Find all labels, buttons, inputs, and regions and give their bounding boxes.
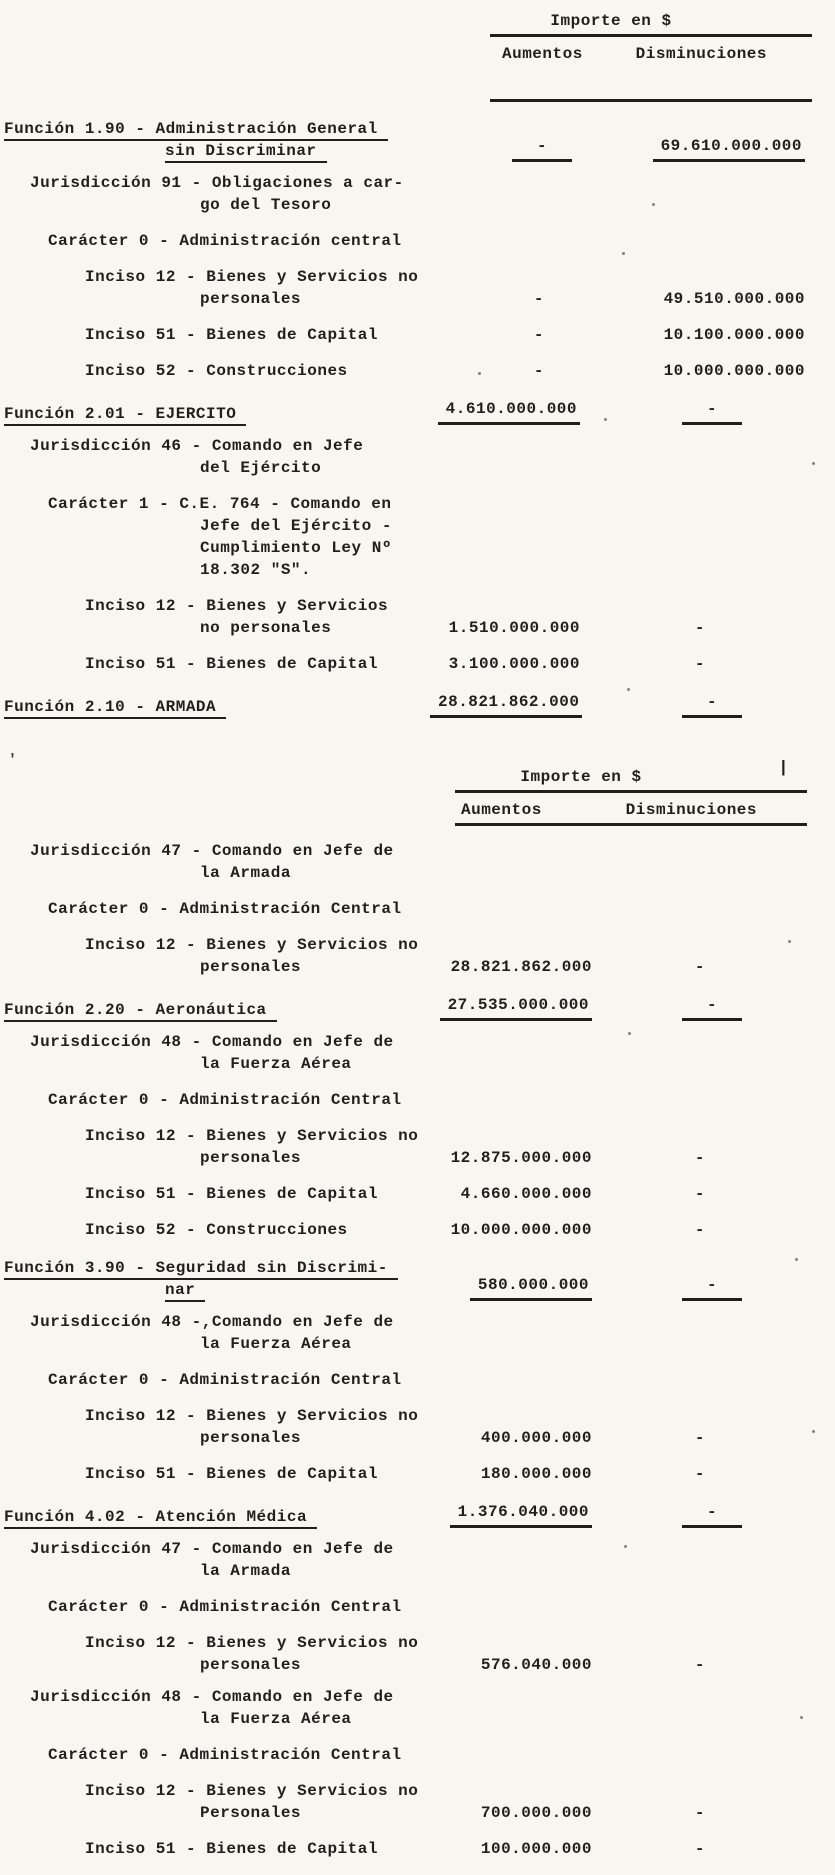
row-label [0,840,430,884]
row-label [0,1369,430,1391]
row-label-line: Inciso 12 - Bienes y Servicios no [85,1407,419,1425]
scan-stray-bar: | [778,759,789,778]
disminuciones-value: - [694,1465,705,1483]
row-label [0,1183,430,1205]
disminuciones-value: 69.610.000.000 [580,135,805,162]
scan-speckle [788,940,791,943]
table-row-inciso [0,1780,835,1824]
row-label-line: Inciso 51 - Bienes de Capital [85,326,378,344]
table-row-inciso [0,1183,835,1205]
row-label-line: Jurisdicción 48 - Comando en Jefe de [30,1033,394,1051]
row-label-line: Inciso 12 - Bienes y Servicios no [85,936,419,954]
row-label [0,1686,430,1730]
row-label [0,230,430,252]
table-row-caracter [0,1596,835,1618]
scan-speckle [795,1258,798,1261]
scan-speckle [812,462,815,465]
row-label-line: Jurisdicción 47 - Comando en Jefe de [30,842,394,860]
row-label [0,934,430,978]
row-label [0,653,430,675]
importe-title-2 [455,766,807,793]
row-label [0,1031,430,1075]
disminuciones-value: - [694,1429,705,1447]
row-label [0,118,430,162]
table-row-jurisdiccion [0,435,835,479]
row-label-line: go del Tesoro [200,196,332,214]
disminuciones-value: - [694,619,705,637]
row-label [0,1538,430,1582]
row-label-line: Carácter 1 - C.E. 764 - Comando en [48,495,392,513]
row-label-line: Carácter 0 - Administración Central [48,1598,402,1616]
header-rule-1 [490,99,812,102]
aumentos-value: - [533,362,544,380]
row-label-line: Inciso 12 - Bienes y Servicios [85,597,389,615]
row-label-line: Función 4.02 - Atención Médica [0,1506,430,1528]
table-row-inciso [0,934,835,978]
disminuciones-value: 10.100.000.000 [663,326,805,344]
row-label [0,595,430,639]
row-label [0,1219,430,1241]
scan-stray-apostrophe: ' [8,752,18,769]
row-label-line: la Armada [200,1562,291,1580]
table-row-inciso [0,1219,835,1241]
table-row-caracter [0,898,835,920]
row-label-line: sin Discriminar [0,140,430,162]
row-label-line: Jurisdicción 48 - Comando en Jefe de [30,1688,394,1706]
row-label [0,360,430,382]
aumentos-value: 400.000.000 [480,1429,592,1447]
row-label-line: personales [200,290,302,308]
row-label-line: Inciso 51 - Bienes de Capital [85,655,378,673]
row-label [0,999,430,1021]
scan-speckle [604,418,607,421]
row-label [0,1596,430,1618]
disminuciones-value: - [592,1274,805,1301]
table-row-caracter [0,230,835,252]
row-label-line: Función 3.90 - Seguridad sin Discrimi- [0,1257,430,1279]
row-label [0,493,430,581]
table-row-inciso [0,1125,835,1169]
table-row-inciso [0,1838,835,1860]
row-label-line: Carácter 0 - Administración Central [48,1091,402,1109]
row-label-line: Personales [200,1804,302,1822]
disminuciones-value: 10.000.000.000 [663,362,805,380]
row-label [0,1089,430,1111]
row-label-line: Inciso 51 - Bienes de Capital [85,1185,378,1203]
row-label [0,435,430,479]
row-label-line: Inciso 12 - Bienes y Servicios no [85,1634,419,1652]
disminuciones-value: - [580,398,805,425]
disminuciones-value: - [694,1656,705,1674]
row-label-line: Inciso 12 - Bienes y Servicios no [85,1782,419,1800]
table-row-funcion [0,994,835,1021]
aumentos-value: 580.000.000 [430,1274,592,1301]
table-row-jurisdiccion [0,1538,835,1582]
disminuciones-value: - [694,1221,705,1239]
row-label-line: Carácter 0 - Administración Central [48,1746,402,1764]
row-label-line: la Fuerza Aérea [200,1710,352,1728]
table-row-jurisdiccion [0,1311,835,1355]
table-row-inciso [0,653,835,675]
scan-speckle [628,1032,631,1035]
row-label-line: Jurisdicción 47 - Comando en Jefe de [30,1540,394,1558]
table-row-jurisdiccion [0,840,835,884]
table-row-caracter [0,1744,835,1766]
row-label-line: del Ejército [200,459,322,477]
table-row-funcion [0,1501,835,1528]
table-row-inciso [0,360,835,382]
row-label-line: personales [200,1656,302,1674]
table-row-funcion [0,398,835,425]
table-row-inciso [0,324,835,346]
row-label-line: Función 2.20 - Aeronáutica [0,999,430,1021]
table-row-inciso [0,266,835,310]
aumentos-value: 3.100.000.000 [448,655,580,673]
table-section-1 [0,118,835,718]
disminuciones-value: - [592,994,805,1021]
amount-table-header-1 [490,0,812,102]
scan-speckle [478,372,481,375]
row-label [0,1257,430,1301]
disminuciones-value: - [694,1149,705,1167]
table-row-funcion [0,1257,835,1301]
row-label-line: Función 2.10 - ARMADA [0,696,430,718]
aumentos-value: 180.000.000 [480,1465,592,1483]
scan-speckle [622,252,625,255]
aumentos-value: 1.510.000.000 [448,619,580,637]
column-headers-1 [490,37,812,65]
row-label [0,1125,430,1169]
disminuciones-value: - [592,1501,805,1528]
col-header-disminuciones-2: Disminuciones [625,801,757,819]
table-row-inciso [0,1405,835,1449]
row-label [0,1506,430,1528]
aumentos-value: 100.000.000 [480,1840,592,1858]
row-label [0,324,430,346]
row-label-line: Cumplimiento Ley Nº [200,539,392,557]
scan-speckle [652,203,655,206]
scan-speckle [800,1716,803,1719]
row-label [0,1311,430,1355]
row-label [0,1838,430,1860]
col-header-disminuciones-1: Disminuciones [635,45,767,63]
aumentos-value: 28.821.862.000 [450,958,592,976]
table-row-inciso [0,595,835,639]
row-label-line: Inciso 12 - Bienes y Servicios no [85,268,419,286]
row-label [0,1405,430,1449]
table-row-caracter [0,493,835,581]
disminuciones-value: - [580,691,805,718]
scan-speckle [812,1430,815,1433]
row-label-line: la Fuerza Aérea [200,1335,352,1353]
row-label-line: Inciso 52 - Construcciones [85,362,348,380]
table-row-funcion [0,118,835,162]
row-label [0,172,430,216]
row-label [0,1463,430,1485]
row-label-line: Carácter 0 - Administración central [48,232,402,250]
row-label-line: personales [200,1429,302,1447]
aumentos-value: 576.040.000 [480,1656,592,1674]
column-headers-2 [455,793,807,826]
row-label-line: la Armada [200,864,291,882]
aumentos-value: 1.376.040.000 [430,1501,592,1528]
row-label-line: 18.302 "S". [200,561,312,579]
table-row-inciso [0,1632,835,1676]
table-row-inciso [0,1463,835,1485]
aumentos-value: - [533,326,544,344]
row-label-line: la Fuerza Aérea [200,1055,352,1073]
row-label-line: Inciso 51 - Bienes de Capital [85,1465,378,1483]
disminuciones-value: - [694,1185,705,1203]
row-label-line: Carácter 0 - Administración Central [48,900,402,918]
aumentos-value: 10.000.000.000 [450,1221,592,1239]
row-label-line: Jurisdicción 48 -,Comando en Jefe de [30,1313,394,1331]
row-label-line: personales [200,1149,302,1167]
disminuciones-value: - [694,1804,705,1822]
table-row-jurisdiccion [0,172,835,216]
disminuciones-value: 49.510.000.000 [663,290,805,308]
col-header-aumentos-1: Aumentos [502,45,583,63]
aumentos-value: 28.821.862.000 [430,691,580,718]
row-label [0,403,430,425]
row-label-line: Inciso 52 - Construcciones [85,1221,348,1239]
importe-title-1 [490,10,812,37]
row-label [0,266,430,310]
row-label [0,1744,430,1766]
aumentos-value: - [533,290,544,308]
row-label [0,1632,430,1676]
aumentos-value: 4.610.000.000 [430,398,580,425]
disminuciones-value: - [694,958,705,976]
row-label-line: Jurisdicción 91 - Obligaciones a car- [30,174,404,192]
col-header-aumentos-2: Aumentos [461,801,542,819]
importe-title-text-1: Importe en $ [550,12,672,30]
disminuciones-value: - [694,655,705,673]
table-row-funcion [0,691,835,718]
table-row-caracter [0,1089,835,1111]
row-label [0,898,430,920]
table-row-jurisdiccion [0,1031,835,1075]
row-label-line: personales [200,958,302,976]
row-label-line: Inciso 51 - Bienes de Capital [85,1840,378,1858]
table-section-2 [0,840,835,1860]
aumentos-value: 27.535.000.000 [430,994,592,1021]
row-label-line: Jefe del Ejército - [200,517,392,535]
row-label-line: Jurisdicción 46 - Comando en Jefe [30,437,364,455]
scan-speckle [627,688,630,691]
row-label [0,696,430,718]
row-label-line: Función 2.01 - EJERCITO [0,403,430,425]
scan-speckle [624,1545,627,1548]
table-row-jurisdiccion [0,1686,835,1730]
amount-table-header-2 [455,759,807,826]
row-label-line: nar [0,1279,430,1301]
aumentos-value: 700.000.000 [480,1804,592,1822]
row-label-line: no personales [200,619,332,637]
row-label-line: Inciso 12 - Bienes y Servicios no [85,1127,419,1145]
importe-title-text-2: Importe en $ [520,768,642,786]
aumentos-value: - [430,135,580,162]
row-label-line: Función 1.90 - Administración General [0,118,430,140]
aumentos-value: 4.660.000.000 [460,1185,592,1203]
row-label [0,1780,430,1824]
table-row-caracter [0,1369,835,1391]
disminuciones-value: - [694,1840,705,1858]
aumentos-value: 12.875.000.000 [450,1149,592,1167]
row-label-line: Carácter 0 - Administración Central [48,1371,402,1389]
